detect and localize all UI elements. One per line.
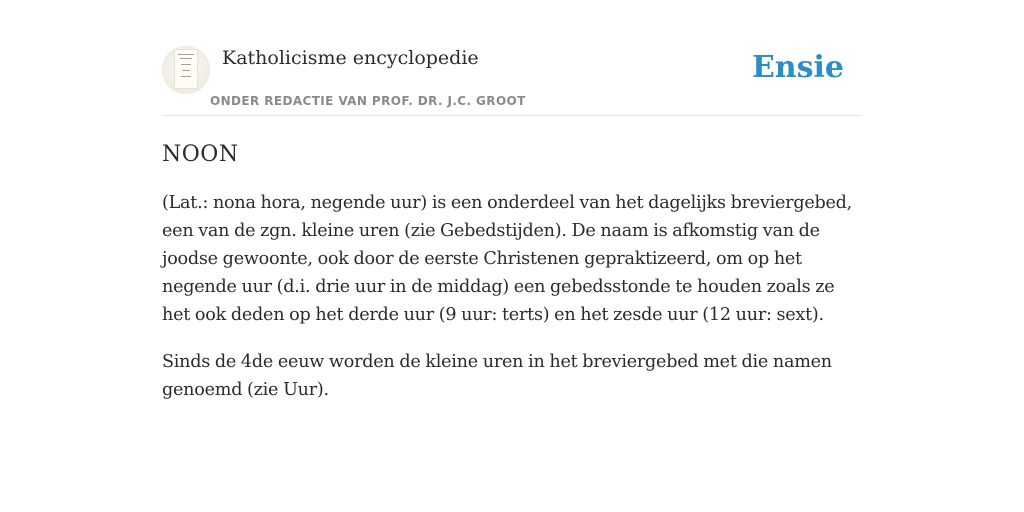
book-title[interactable]: Katholicisme encyclopedie [222, 47, 479, 69]
entry-title: NOON [162, 142, 239, 167]
page [162, 0, 862, 404]
article-paragraph: (Lat.: nona hora, negende uur) is een onderdeel van het dagelijks breviergebed, een van de zgn. kleine uren (zie Gebedstijden). De naam is afkomstig van de joodse gewoonte, ook door de eerste Christenen gepraktizeerd, om op het negende uur (d.i. drie uur in de middag) een gebedsstonde te houden zoals ze het ook deden op het derde uur (9 uur: terts) en het zesde uur (12 uur: sext). [162, 193, 853, 325]
ensie-logo[interactable]: Ensie [751, 50, 844, 85]
article-paragraph: Sinds de 4de eeuw worden de kleine uren in het breviergebed met die namen genoemd (zie Uur). [162, 352, 832, 400]
book-cover-icon [174, 49, 198, 89]
book-cover-thumbnail[interactable] [162, 46, 210, 94]
header [162, 0, 862, 116]
editor-line: ONDER REDACTIE VAN PROF. DR. J.C. GROOT [210, 94, 526, 108]
